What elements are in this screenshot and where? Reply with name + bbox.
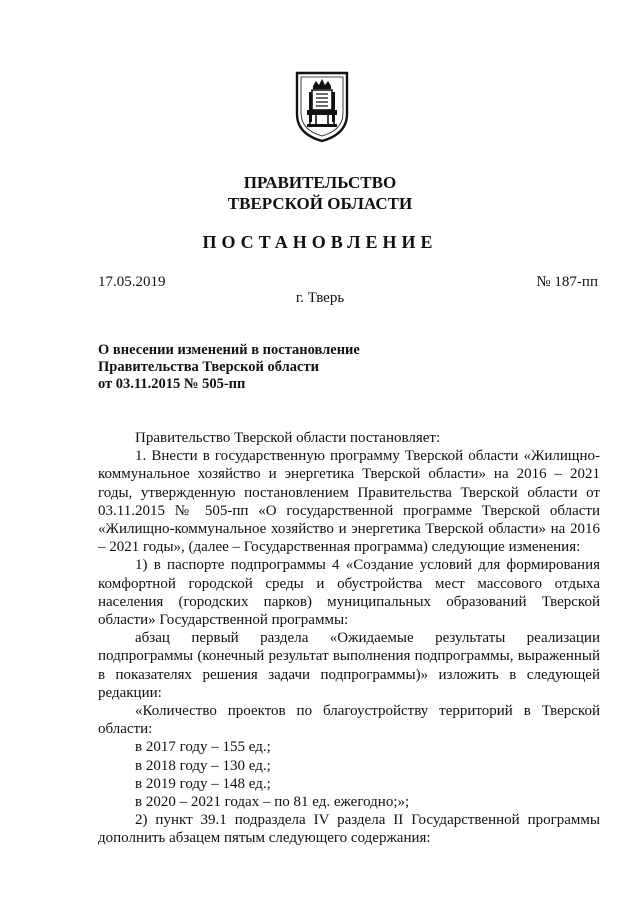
document-date: 17.05.2019: [98, 274, 166, 290]
paragraph-item-1: 1. Внести в государственную программу Тверской области «Жилищно-коммунальное хозяйство и энергетика Тверской области» на 2016 – 2021 годы, утвержденную постановлением Правительства Тверской области от 03.11.2015 № 505-пп «О государственной программе Тверской области «Жилищно-коммунальное хозяйство и энергетика Тверской области» на 2016 – 2021 годы», (далее – Государственная программа) следующие изменения:: [98, 448, 600, 556]
subject-line-1: О внесении изменений в постановление: [98, 342, 360, 358]
paragraph-abzac: абзац первый раздела «Ожидаемые результаты реализации подпрограммы (конечный результат выполнения подпрограммы, выраженный в показателях решения задачи подпрограммы)» изложить в следующей редакции:: [98, 630, 600, 701]
paragraph-subitem-1: 1) в паспорте подпрограммы 4 «Создание условий для формирования комфортной городской среды и обустройства мест массового отдыха населения (городских парков) муниципальных образований Тверской области» Государственной программы:: [98, 557, 600, 629]
list-item-2017: в 2017 году – 155 ед.;: [135, 739, 271, 756]
subject-line-3: от 03.11.2015 № 505-пп: [98, 376, 246, 392]
organization-line-1: ПРАВИТЕЛЬСТВО: [243, 173, 397, 192]
list-item-2020-2021: в 2020 – 2021 годах – по 81 ед. ежегодно;»;: [135, 794, 410, 811]
subject-line-2: Правительства Тверской области: [98, 359, 319, 375]
document-body: [98, 429, 600, 848]
paragraph-quote: «Количество проектов по благоустройству территорий в Тверской области:: [98, 703, 600, 738]
organization-name: [0, 172, 640, 214]
document-type: ПОСТАНОВЛЕНИЕ: [202, 232, 438, 252]
paragraph-subitem-2: 2) пункт 39.1 подраздела IV раздела II Государственной программы дополнить абзацем пятым следующего содержания:: [98, 812, 600, 847]
list-item-2018: в 2018 году – 130 ед.;: [135, 757, 271, 774]
document-city: г. Тверь: [295, 290, 345, 306]
list-item-2019: в 2019 году – 148 ед.;: [135, 775, 271, 792]
paragraph-preamble: Правительство Тверской области постановляет:: [135, 430, 441, 446]
tver-coat-of-arms-icon: [294, 70, 350, 144]
document-number: № 187-пп: [536, 274, 598, 290]
document-subject: [98, 342, 418, 393]
organization-line-2: ТВЕРСКОЙ ОБЛАСТИ: [227, 194, 413, 213]
